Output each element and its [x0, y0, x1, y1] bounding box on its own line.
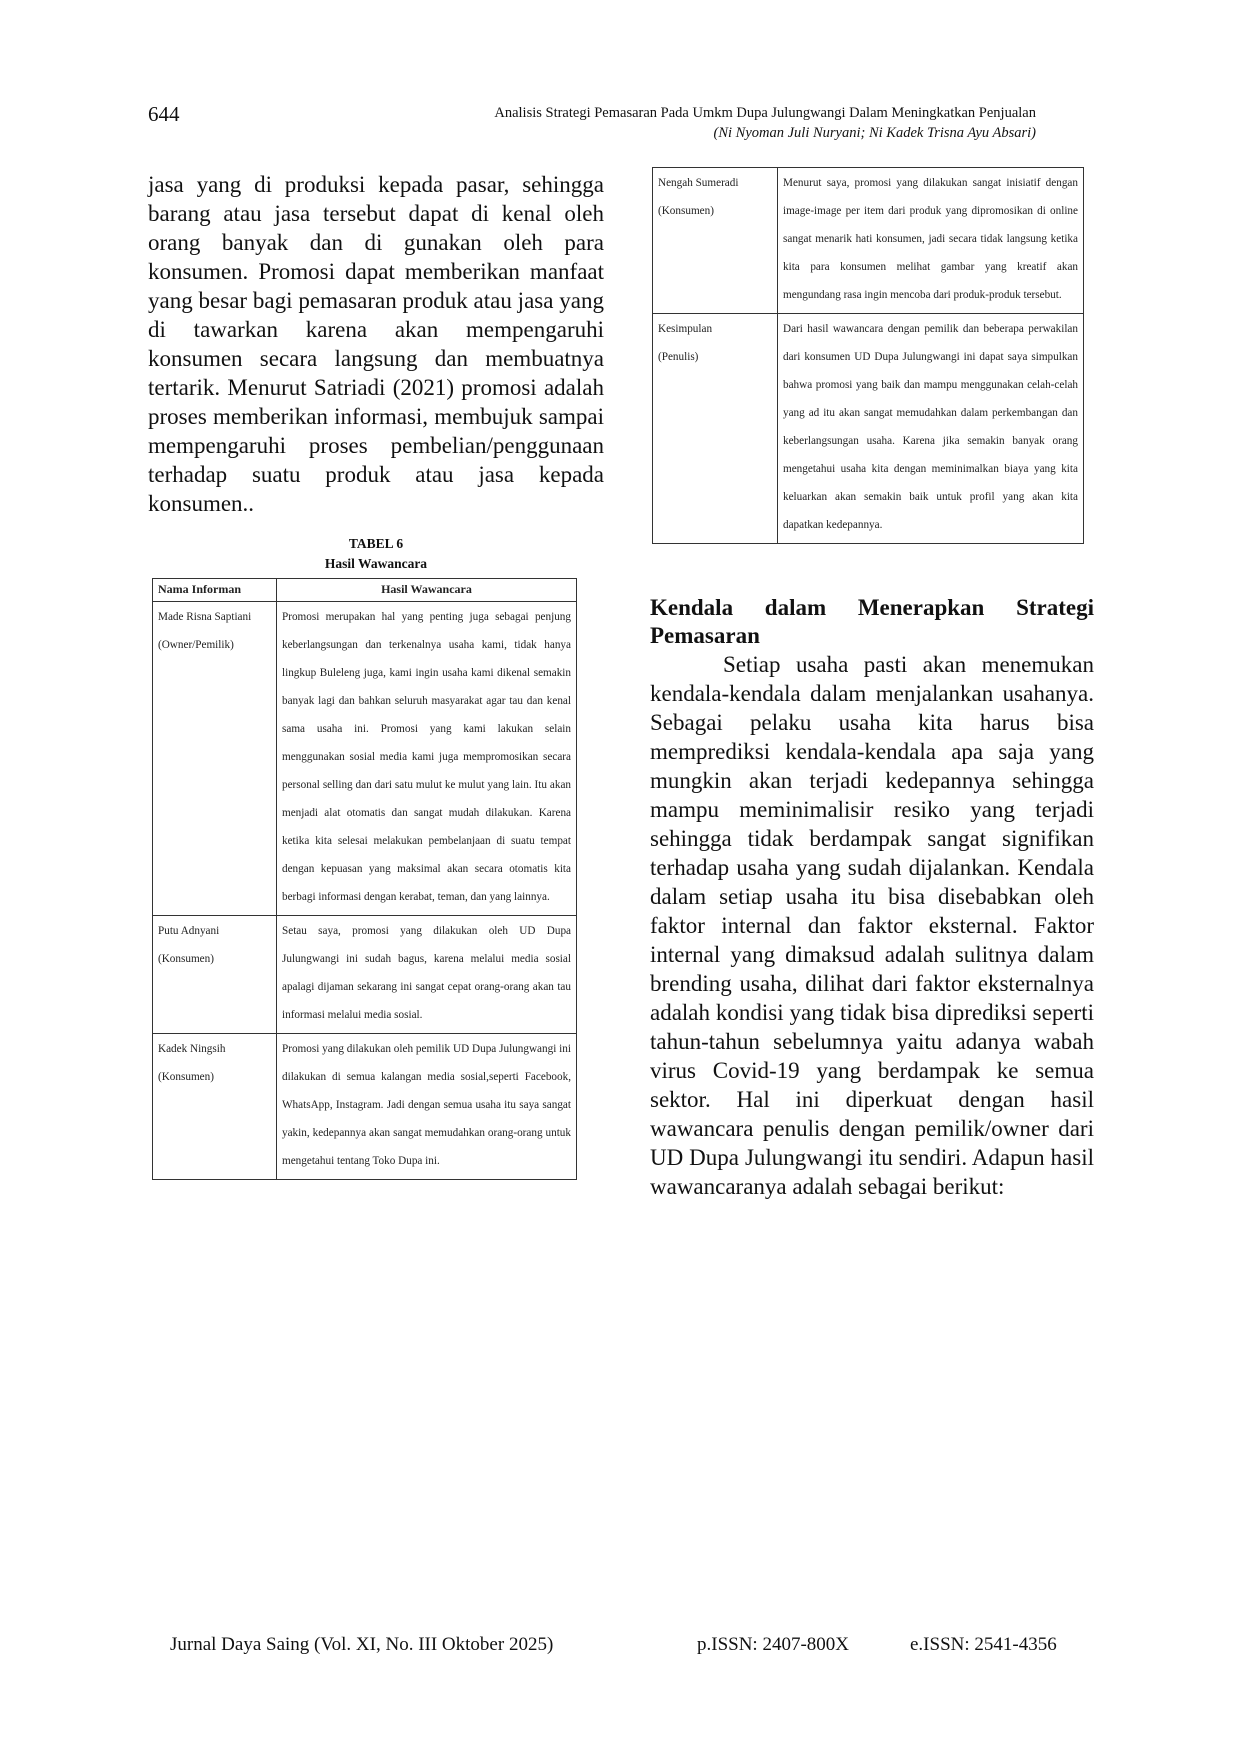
informant-cell [153, 602, 277, 916]
footer-eissn: e.ISSN: 2541-4356 [910, 1634, 1057, 1655]
footer-pissn: p.ISSN: 2407-800X [697, 1634, 850, 1655]
interview-result-cell: Promosi merupakan hal yang penting juga sebagai penjung keberlangsungan dan terkenalnya usaha kami, tidak hanya lingkup Buleleng juga, kami ingin usaha kami dikenal semakin banyak lagi dan bahkan seluruh masyarakat agar tau dan kenal sama usaha ini. Promosi yang kami lakukan selain menggunakan sosial media kami juga mempromosikan secara personal selling dan dari satu mulut ke mulut yang lain. Itu akan menjadi alat otomatis dan sangat mudah dilakukan. Karena ketika kita selesai melakukan pembelanjaan di suatu tempat dengan kepuasan yang maksimal akan secara otomatis kita berbagi informasi dengan kerabat, teman, dan yang lainnya. [277, 602, 577, 916]
informant-role: (Owner/Pemilik) [158, 639, 234, 651]
informant-role: (Konsumen) [158, 953, 214, 965]
body-paragraph: Setiap usaha pasti akan menemukan kendala-kendala dalam menjalankan usahanya. Sebagai pelaku usaha kita harus bisa memprediksi kendala-kendala apa saja yang mungkin akan terjadi kedepannya sehingga mampu meminimalisir resiko yang terjadi sehingga tidak berdampak sangat signifikan terhadap usaha yang sudah dijalankan. Kendala dalam setiap usaha itu bisa disebabkan oleh faktor internal dan faktor eksternal. Faktor internal yang dimaksud adalah sulitnya dalam brending usaha, dilihat dari faktor eksternalnya adalah kondisi yang tidak bisa diprediksi seperti tahun-tahun sebelumnya yaitu adanya wabah virus Covid-19 yang berdampak ke semua sektor. Hal ini diperkuat dengan hasil wawancara penulis dengan pemilik/owner dari UD Dupa Julungwangi itu sendiri. Adapun hasil wawancaranya adalah sebagai berikut: [650, 652, 1094, 1199]
page-number: 644 [148, 102, 180, 126]
table-row [653, 168, 1084, 314]
interview-result-cell: Dari hasil wawancara dengan pemilik dan beberapa perwakilan dari konsumen UD Dupa Julungwangi ini dapat saya simpulkan bahwa promosi yang baik dan mampu menggunakan celah-celah yang ad itu akan sangat memudahkan dalam perkembangan dan keberlangsungan usaha. Karena jika semakin banyak orang mengetahui usaha kita dengan meminimalkan biaya yang kita keluarkan akan semakin baik untuk profil yang akan kita dapatkan kedepannya. [778, 314, 1084, 544]
interview-result-cell: Menurut saya, promosi yang dilakukan sangat inisiatif dengan image-image per item dari produk yang dipromosikan di online sangat menarik hati konsumen, jadi secara tidak langsung ketika kita para konsumen melihat gambar yang kreatif akan mengundang rasa ingin mencoba dari produk-produk tersebut. [778, 168, 1084, 314]
informant-name: Kesimpulan [658, 323, 713, 335]
table-title: Hasil Wawancara [324, 556, 428, 571]
interview-table-continued [652, 167, 1084, 544]
article-authors: (Ni Nyoman Juli Nuryani; Ni Kadek Trisna Ayu Absari) [713, 125, 1036, 141]
column-header-result: Hasil Wawancara [277, 579, 577, 602]
right-column [650, 170, 1094, 1201]
running-header [494, 103, 1036, 143]
table-header-row [153, 579, 577, 602]
article-title: Analisis Strategi Pemasaran Pada Umkm Dupa Julungwangi Dalam Meningkatkan Penjualan [494, 105, 1036, 121]
informant-role: (Konsumen) [658, 205, 714, 217]
table-row [153, 1034, 577, 1180]
table-row [153, 602, 577, 916]
informant-name: Kadek Ningsih [158, 1043, 226, 1055]
table-label: TABEL 6 [348, 536, 404, 551]
interview-table [152, 578, 577, 1180]
informant-name: Nengah Sumeradi [658, 177, 739, 189]
footer-journal: Jurnal Daya Saing (Vol. XI, No. III Oktober 2025) [170, 1634, 554, 1655]
informant-cell [153, 1034, 277, 1180]
informant-cell [153, 916, 277, 1034]
section-heading: Kendala dalam Menerapkan Strategi Pemasaran [650, 595, 1094, 648]
informant-cell [653, 168, 778, 314]
body-paragraph: jasa yang di produksi kepada pasar, sehingga barang atau jasa tersebut dapat di kenal oleh orang banyak dan di gunakan oleh para konsumen. Promosi dapat memberikan manfaat yang besar bagi pemasaran produk atau jasa yang di tawarkan karena akan mempengaruhi konsumen secara langsung dan membuatnya tertarik. Menurut Satriadi (2021) promosi adalah proses memberikan informasi, membujuk sampai mempengaruhi proses pembelian/penggunaan terhadap suatu produk atau jasa kepada konsumen.. [148, 172, 604, 516]
table-row [653, 314, 1084, 544]
table-row [153, 916, 577, 1034]
interview-result-cell: Promosi yang dilakukan oleh pemilik UD Dupa Julungwangi ini dilakukan di semua kalangan media sosial,seperti Facebook, WhatsApp, Instagram. Jadi dengan semua usaha itu saya sangat yakin, kedepannya akan sangat memudahkan orang-orang untuk mengetahui tentang Toko Dupa ini. [277, 1034, 577, 1180]
interview-result-cell: Setau saya, promosi yang dilakukan oleh UD Dupa Julungwangi ini sudah bagus, karena melalui media sosial apalagi dijaman sekarang ini sangat cepat orang-orang akan tau informasi melalui media sosial. [277, 916, 577, 1034]
informant-cell [653, 314, 778, 544]
informant-name: Made Risna Saptiani [158, 611, 252, 623]
column-header-informant: Nama Informan [153, 579, 277, 602]
informant-role: (Penulis) [658, 351, 699, 363]
informant-role: (Konsumen) [158, 1071, 214, 1083]
informant-name: Putu Adnyani [158, 925, 220, 937]
left-column [148, 170, 604, 1180]
table-caption [148, 534, 604, 574]
